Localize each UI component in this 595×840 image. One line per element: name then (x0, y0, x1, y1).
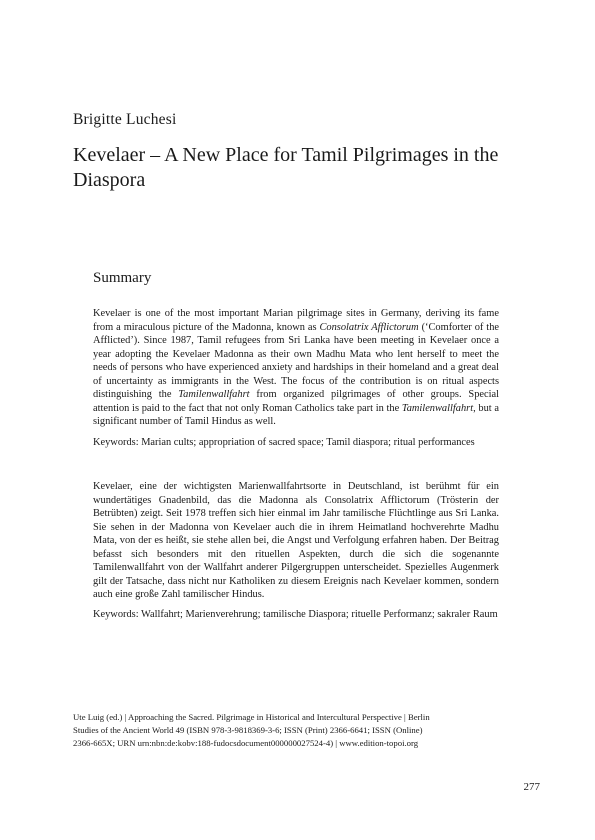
abstract-italic-term: Tamilenwallfahrt (401, 402, 474, 414)
author-name: Brigitte Luchesi (73, 111, 177, 128)
abstract-english (93, 307, 499, 429)
summary-heading: Summary (93, 270, 152, 286)
keywords-german: Keywords: Wallfahrt; Marienverehrung; tamilische Diaspora; rituelle Performanz; sakraler Raum (93, 609, 498, 620)
abstract-german: Kevelaer, eine der wichtigsten Marienwallfahrtsorte in Deutschland, ist berühmt für ein wundertätiges Gnadenbild, das die Madonna als Consolatrix Afflictorum (Trösterin der Betrübten) zeigt. Seit 1978 treffen sich hier einmal im Jahr tamilische Flüchtlinge aus Sri Lanka. Sie sehen in der Madonna von Kevelaer auch die in ihrem Heimatland hochverehrte Madhu Mata, von der es heißt, sie stehe allen bei, die Angst und Verfolgung erfahren haben. Der Beitrag befasst sich besonders mit den rituellen Aspekten, durch die sich die sogenannte Tamilenwallfahrt von der Wallfahrt anderer Pilgergruppen unterscheidet. Spezielles Augenmerk gilt der Tatsache, dass nicht nur Katholiken zu diesem Ereignis nach Kevelaer kommen, sondern auch eine große Zahl tamilischer Hindus. (93, 481, 499, 600)
abstract-italic-term: Tamilenwallfahrt (178, 389, 250, 400)
page-number: 277 (523, 781, 540, 793)
keywords-english: Keywords: Marian cults; appropriation of sacred space; Tamil diaspora; ritual performances (93, 437, 475, 448)
abstract-text: Kevelaer is one of the most important Marian pilgrimage sites in Germany, deriving its fame from a miraculous picture of the Madonna, known as (93, 308, 499, 333)
abstract-text: , but a significant number of Tamil Hindus as well. (93, 402, 499, 427)
abstract-text: from organized pilgrimages of other groups. Special attention is paid to the fact that not only Roman Catholics take part in the (93, 389, 499, 414)
abstract-italic-term: Consolatrix Afflictorum (319, 321, 419, 333)
abstract-text: (‘Comforter of the Afflicted’). Since 1987, Tamil refugees from Sri Lanka have been meeting in Kevelaer once a year adopting the Kevelaer Madonna as their own Madhu Mata who lent herself to meet the needs of persons who have experienced anxiety and hardships in their homeland and a great deal of uncertainty as immigrants in the West. The focus of the contribution is on ritual aspects distinguishing the (93, 321, 500, 400)
article-title: Kevelaer – A New Place for Tamil Pilgrimages in the Diaspora (73, 144, 499, 191)
citation-footer: Ute Luig (ed.) | Approaching the Sacred. Pilgrimage in Historical and Intercultural Perspective | Berlin Studies of the Ancient World 49 (ISBN 978-3-9818369-3-6; ISSN (Print) 2366-6641; ISSN (Online) 2366-665X; URN urn:nbn:de:kobv:188-fudocsdocument000000027524-4) | www.edition-topoi.org (73, 712, 430, 748)
